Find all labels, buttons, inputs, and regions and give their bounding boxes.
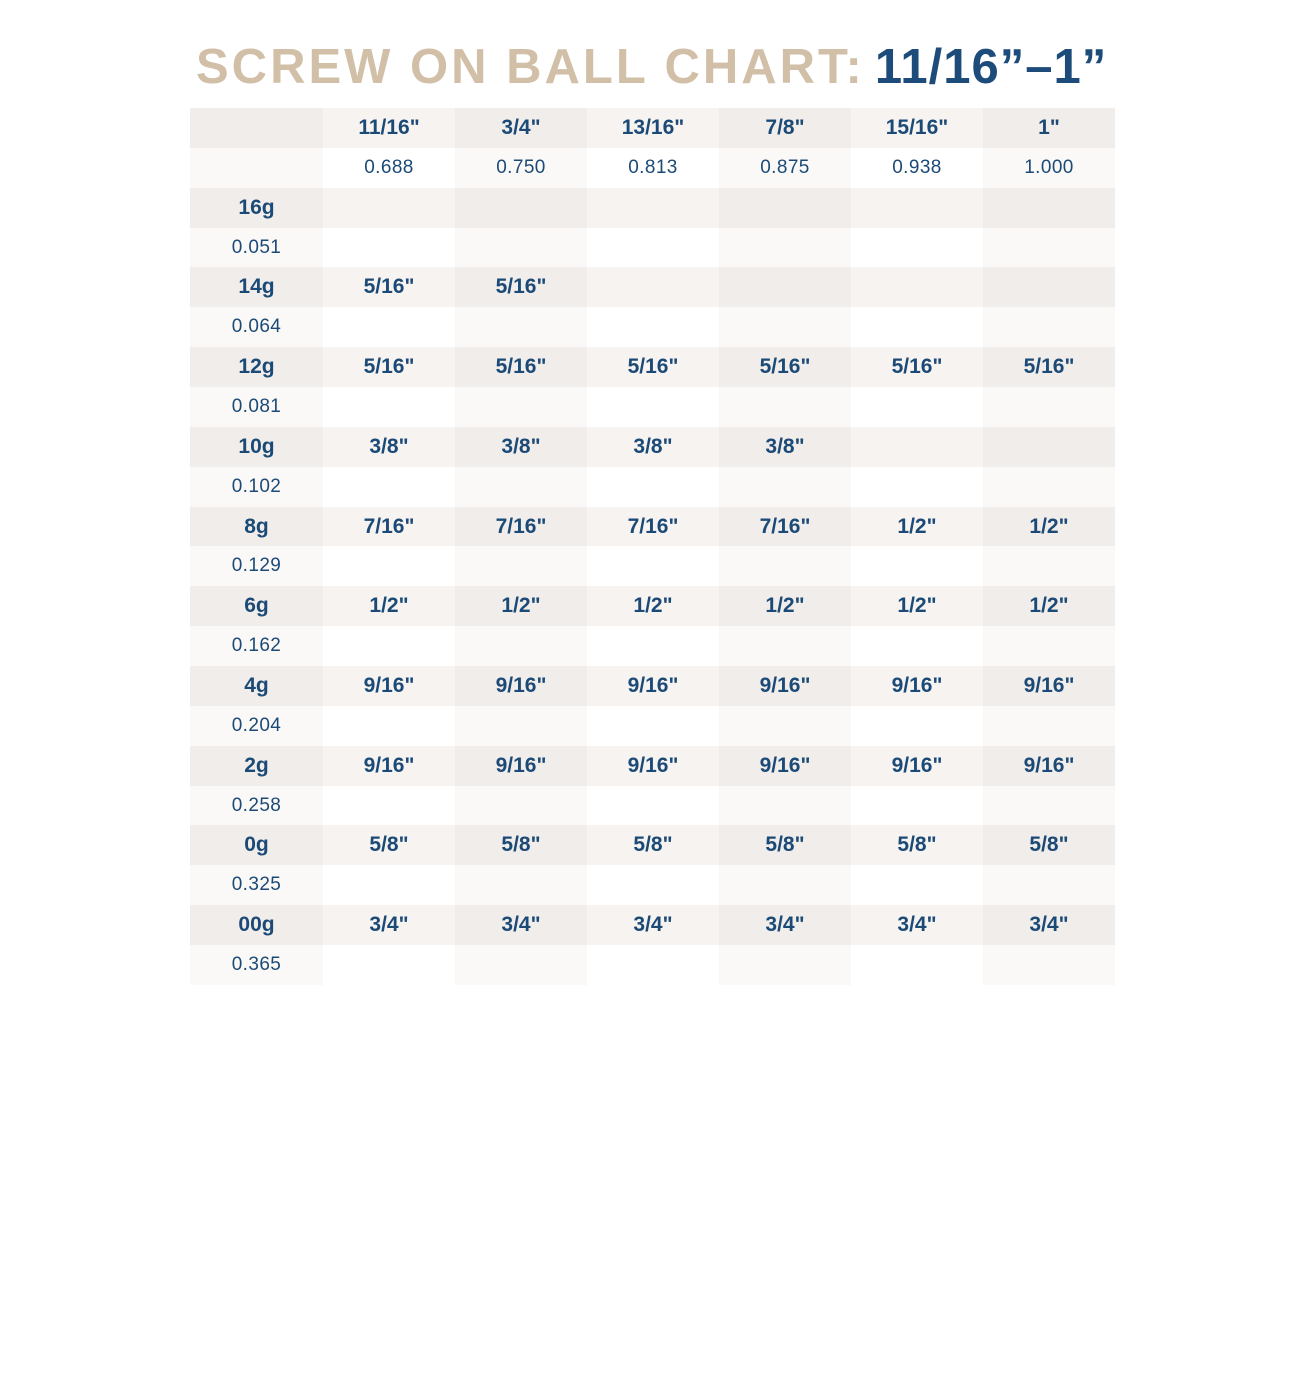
gauge-decimal: 0.258	[190, 786, 323, 826]
empty-cell	[323, 387, 455, 427]
gauge-row	[190, 188, 1115, 228]
empty-cell	[455, 467, 587, 507]
empty-cell	[851, 307, 983, 347]
empty-cell	[587, 467, 719, 507]
ball-size-cell: 3/8"	[455, 427, 587, 467]
ball-size-cell: 9/16"	[455, 666, 587, 706]
empty-cell	[983, 387, 1115, 427]
empty-cell	[851, 706, 983, 746]
ball-size-cell: 3/4"	[983, 905, 1115, 945]
ball-size-cell: 5/16"	[719, 347, 851, 387]
empty-cell	[587, 228, 719, 268]
empty-cell	[719, 865, 851, 905]
empty-cell	[323, 865, 455, 905]
ball-size-cell: 1/2"	[851, 586, 983, 626]
ball-size-cell: 7/16"	[455, 507, 587, 547]
ball-size-cell: 5/16"	[587, 347, 719, 387]
empty-cell	[851, 865, 983, 905]
ball-size-cell: 3/8"	[719, 427, 851, 467]
ball-size-cell: 1/2"	[983, 507, 1115, 547]
ball-size-cell: 1/2"	[455, 586, 587, 626]
ball-size-cell: 5/16"	[323, 347, 455, 387]
header-size-cell: 3/4"	[455, 108, 587, 148]
gauge-decimal: 0.081	[190, 387, 323, 427]
gauge-label: 14g	[190, 267, 323, 307]
header-decimal-cell: 0.938	[851, 148, 983, 188]
ball-size-cell: 3/4"	[851, 905, 983, 945]
empty-cell	[323, 786, 455, 826]
ball-size-cell: 9/16"	[323, 666, 455, 706]
gauge-decimal-row	[190, 945, 1115, 985]
empty-cell	[851, 786, 983, 826]
gauge-decimal-row	[190, 467, 1115, 507]
ball-size-cell: 7/16"	[719, 507, 851, 547]
ball-size-cell: 7/16"	[587, 507, 719, 547]
gauge-row	[190, 427, 1115, 467]
empty-cell	[851, 188, 983, 228]
empty-cell	[587, 786, 719, 826]
ball-size-cell: 9/16"	[719, 666, 851, 706]
gauge-decimal: 0.064	[190, 307, 323, 347]
header-row-decimals	[190, 148, 1115, 188]
ball-size-cell: 5/16"	[455, 267, 587, 307]
empty-cell	[587, 267, 719, 307]
gauge-label: 0g	[190, 825, 323, 865]
header-decimal-cell: 0.688	[323, 148, 455, 188]
empty-cell	[587, 307, 719, 347]
empty-cell	[323, 546, 455, 586]
gauge-decimal-row	[190, 626, 1115, 666]
empty-cell	[983, 706, 1115, 746]
ball-size-cell: 3/8"	[587, 427, 719, 467]
empty-cell	[455, 188, 587, 228]
gauge-label: 16g	[190, 188, 323, 228]
empty-cell	[983, 945, 1115, 985]
empty-cell	[587, 945, 719, 985]
ball-size-cell: 9/16"	[323, 746, 455, 786]
gauge-label: 8g	[190, 507, 323, 547]
header-size-cell: 1"	[983, 108, 1115, 148]
ball-size-cell: 1/2"	[323, 586, 455, 626]
gauge-decimal-row	[190, 865, 1115, 905]
ball-size-cell: 5/8"	[455, 825, 587, 865]
ball-size-cell: 1/2"	[719, 586, 851, 626]
empty-cell	[983, 786, 1115, 826]
page-title	[196, 42, 1107, 93]
ball-size-cell: 3/4"	[587, 905, 719, 945]
empty-cell	[851, 467, 983, 507]
empty-cell	[719, 307, 851, 347]
empty-cell	[455, 945, 587, 985]
ball-size-cell: 3/4"	[323, 905, 455, 945]
empty-cell	[323, 706, 455, 746]
empty-cell	[455, 307, 587, 347]
header-size-cell: 7/8"	[719, 108, 851, 148]
empty-cell	[323, 467, 455, 507]
ball-size-cell: 9/16"	[851, 746, 983, 786]
empty-cell	[983, 188, 1115, 228]
empty-cell	[323, 626, 455, 666]
empty-cell	[455, 626, 587, 666]
ball-size-cell: 1/2"	[587, 586, 719, 626]
header-size-cell: 13/16"	[587, 108, 719, 148]
gauge-decimal-row	[190, 387, 1115, 427]
gauge-row	[190, 666, 1115, 706]
ball-size-cell: 5/16"	[323, 267, 455, 307]
header-row-sizes	[190, 108, 1115, 148]
gauge-decimal-row	[190, 228, 1115, 268]
header-decimal-cell: 0.875	[719, 148, 851, 188]
empty-cell	[587, 188, 719, 228]
empty-cell	[719, 467, 851, 507]
empty-cell	[983, 427, 1115, 467]
empty-cell	[587, 387, 719, 427]
empty-cell	[851, 387, 983, 427]
empty-cell	[587, 626, 719, 666]
header-corner-cell	[190, 148, 323, 188]
header-size-cell: 11/16"	[323, 108, 455, 148]
empty-cell	[983, 865, 1115, 905]
gauge-label: 4g	[190, 666, 323, 706]
empty-cell	[851, 267, 983, 307]
gauge-decimal: 0.102	[190, 467, 323, 507]
gauge-row	[190, 347, 1115, 387]
empty-cell	[587, 706, 719, 746]
gauge-label: 00g	[190, 905, 323, 945]
empty-cell	[455, 865, 587, 905]
gauge-label: 6g	[190, 586, 323, 626]
header-decimal-cell: 0.750	[455, 148, 587, 188]
page-title-range: 11/16”–1”	[874, 40, 1108, 94]
empty-cell	[851, 945, 983, 985]
empty-cell	[983, 626, 1115, 666]
ball-size-cell: 9/16"	[719, 746, 851, 786]
empty-cell	[455, 546, 587, 586]
gauge-row	[190, 905, 1115, 945]
empty-cell	[323, 945, 455, 985]
header-decimal-cell: 1.000	[983, 148, 1115, 188]
gauge-row	[190, 825, 1115, 865]
empty-cell	[323, 228, 455, 268]
page-title-label: SCREW ON BALL CHART:	[196, 40, 865, 94]
empty-cell	[983, 467, 1115, 507]
ball-size-cell: 1/2"	[851, 507, 983, 547]
empty-cell	[455, 228, 587, 268]
empty-cell	[851, 626, 983, 666]
gauge-decimal: 0.051	[190, 228, 323, 268]
header-decimal-cell: 0.813	[587, 148, 719, 188]
gauge-label: 10g	[190, 427, 323, 467]
empty-cell	[455, 706, 587, 746]
header-corner-cell	[190, 108, 323, 148]
ball-size-cell: 3/4"	[719, 905, 851, 945]
ball-size-cell: 9/16"	[983, 666, 1115, 706]
ball-size-cell: 5/16"	[851, 347, 983, 387]
gauge-row	[190, 507, 1115, 547]
empty-cell	[719, 228, 851, 268]
gauge-label: 12g	[190, 347, 323, 387]
empty-cell	[851, 228, 983, 268]
ball-size-cell: 7/16"	[323, 507, 455, 547]
ball-size-cell: 9/16"	[587, 666, 719, 706]
gauge-decimal-row	[190, 546, 1115, 586]
empty-cell	[983, 307, 1115, 347]
ball-size-cell: 1/2"	[983, 586, 1115, 626]
empty-cell	[587, 865, 719, 905]
gauge-decimal: 0.162	[190, 626, 323, 666]
ball-size-cell: 9/16"	[455, 746, 587, 786]
ball-size-cell: 3/8"	[323, 427, 455, 467]
empty-cell	[719, 786, 851, 826]
ball-size-cell: 5/8"	[719, 825, 851, 865]
empty-cell	[983, 546, 1115, 586]
empty-cell	[587, 546, 719, 586]
gauge-row	[190, 586, 1115, 626]
empty-cell	[719, 188, 851, 228]
empty-cell	[719, 546, 851, 586]
ball-size-cell: 9/16"	[983, 746, 1115, 786]
ball-size-cell: 9/16"	[851, 666, 983, 706]
empty-cell	[719, 387, 851, 427]
empty-cell	[983, 267, 1115, 307]
empty-cell	[719, 945, 851, 985]
ball-size-cell: 5/8"	[587, 825, 719, 865]
gauge-row	[190, 267, 1115, 307]
gauge-decimal-row	[190, 307, 1115, 347]
ball-size-cell: 5/8"	[323, 825, 455, 865]
empty-cell	[455, 387, 587, 427]
gauge-decimal: 0.365	[190, 945, 323, 985]
ball-size-cell: 9/16"	[587, 746, 719, 786]
gauge-decimal: 0.204	[190, 706, 323, 746]
gauge-decimal: 0.129	[190, 546, 323, 586]
gauge-decimal-row	[190, 706, 1115, 746]
gauge-label: 2g	[190, 746, 323, 786]
empty-cell	[719, 706, 851, 746]
empty-cell	[719, 267, 851, 307]
ball-size-cell: 5/8"	[983, 825, 1115, 865]
gauge-decimal-row	[190, 786, 1115, 826]
empty-cell	[983, 228, 1115, 268]
empty-cell	[719, 626, 851, 666]
ball-size-cell: 5/16"	[455, 347, 587, 387]
empty-cell	[323, 307, 455, 347]
gauge-decimal: 0.325	[190, 865, 323, 905]
empty-cell	[455, 786, 587, 826]
screw-on-ball-chart-table	[190, 108, 1115, 985]
ball-size-cell: 3/4"	[455, 905, 587, 945]
empty-cell	[323, 188, 455, 228]
ball-size-cell: 5/16"	[983, 347, 1115, 387]
gauge-row	[190, 746, 1115, 786]
empty-cell	[851, 546, 983, 586]
ball-size-cell: 5/8"	[851, 825, 983, 865]
empty-cell	[851, 427, 983, 467]
header-size-cell: 15/16"	[851, 108, 983, 148]
